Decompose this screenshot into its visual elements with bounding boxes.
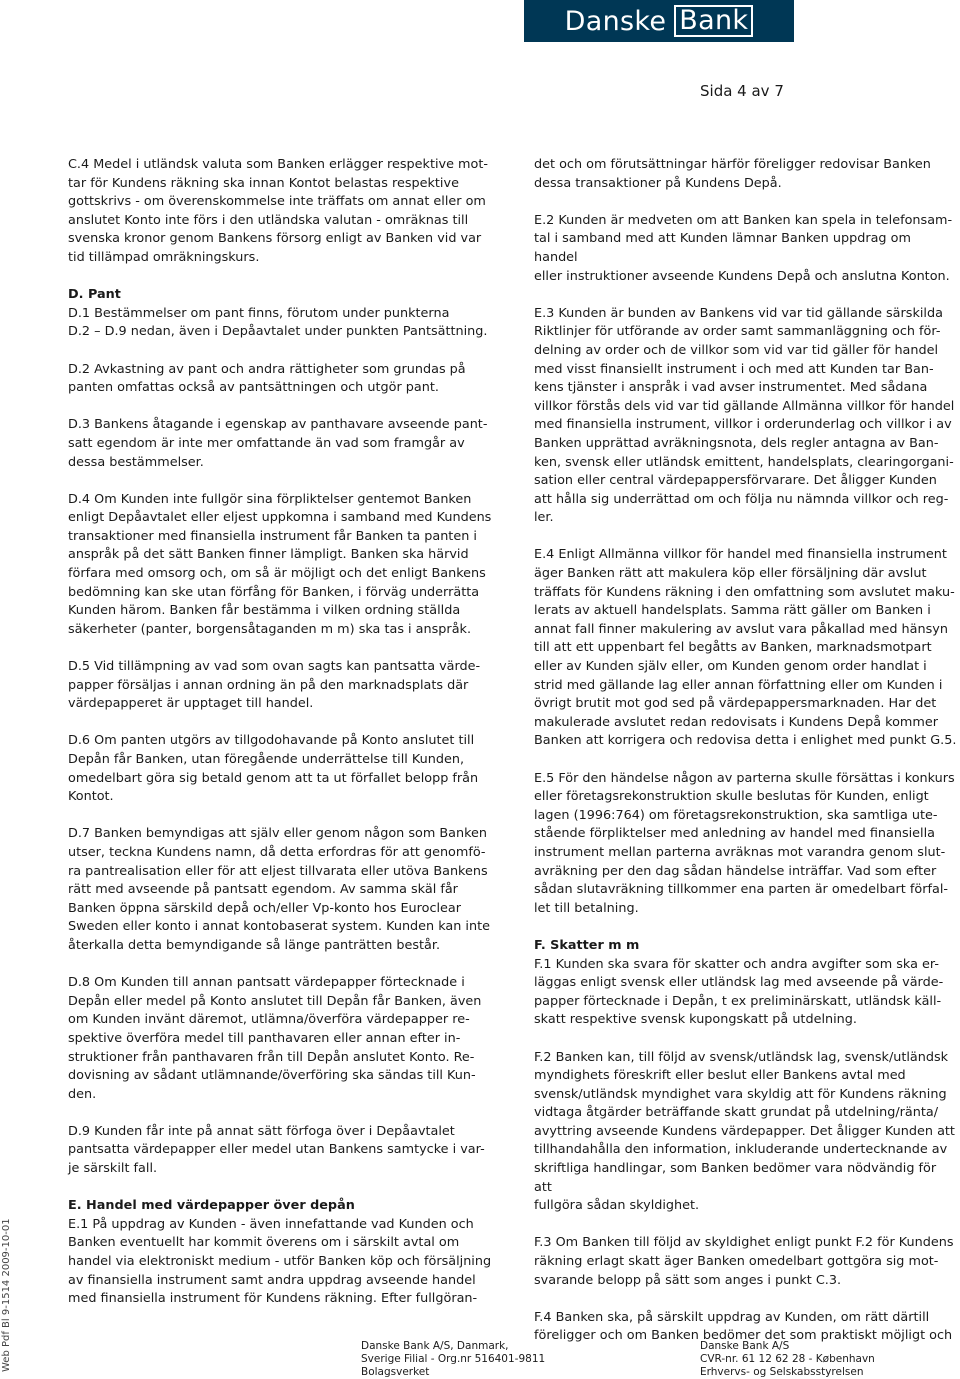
paragraph-f2: F.2 Banken kan, till följd av svensk/utländsk lag, svensk/utländsk myndighets föreskrift eller beslut eller Bankens avtal med svensk/utländsk myndighet vara skyldig att för Kundens räkning vidtaga åtgärder beträffande skatt grundat på utdelning/ränta/ avyttring avseende Kundens värdepapper. Det åligger Kunden att tillhandahålla den information, inkluderande undertecknande av skriftliga handlingar, som Banken bedömer vara nödvändig för att fullgöra sådan skyldighet. [534, 1049, 955, 1214]
paragraph-e5: E.5 För den händelse någon av parterna skulle försättas i konkurs eller företagsrekonstruktion skulle beslutas för Kunden, enligt lagen (1996:764) om företagsrekonstruktion, ska samtliga ute- stående förpliktelser med anledning av handel med finansiella instrument mellan parterna avräknas mot varandra genom slut- avräkning per den dag sådan händelse inträffar. Vad som efter sådan slutavräkning tillkommer ena parten är omedelbart förfal- let till betalning. [534, 770, 955, 916]
paragraph-e2: E.2 Kunden är medveten om att Banken kan spela in telefonsam- tal i samband med att Kunden lämnar Banken uppdrag om handel eller instruktioner avseende Kundens Depå och anslutna Konton. [534, 212, 953, 284]
danske-bank-logo [524, 0, 794, 42]
page-number: Sida 4 av 7 [700, 82, 784, 100]
paragraph-d9: D.9 Kunden får inte på annat sätt förfoga över i Depåavtalet pantsatta värdepapper eller medel utan Bankens samtycke i var- je särskilt fall. [68, 1123, 485, 1177]
paragraph-c4: C.4 Medel i utländsk valuta som Banken erlägger respektive mot- tar för Kundens räkning ska innan Kontot belastas respektive gottskrivs - om överenskommelse inte träffats om annat eller om anslutet Konto inte förs i den utländska valutan - omräknas till svenska kronor genom Bankens försorg enligt av Banken vid var tid tillämpad omräkningskurs. [68, 157, 488, 265]
right-column [534, 156, 958, 1346]
left-column [68, 156, 496, 1309]
paragraph-d5: D.5 Vid tillämpning av vad som ovan sagts kan pantsatta värde- papper försäljas i annan ordning än på den marknadsplats där värdepapperet är upptaget till handel. [68, 659, 481, 712]
paragraph-e3: E.3 Kunden är bunden av Bankens vid var tid gällande särskilda Riktlinjer för utförande av order samt sammanläggning och för- delning av order och de villkor som vid var tid gäller för handel med visst finansiellt instrument i och med att Kunden tar Ban- kens tjänster i anspråk i vad avser instrumentet. Med sådana villkor förstås dels vid var tid gällande Allmänna villkor för handel med finansiella instrument, villkor i orderunderlag och villkor i av Banken upprättad avräkningsnota, dels regler antagna av Ban- ken, svensk eller utländsk emittent, handelsplats, clearingorgani- sation eller central värdepappersförvarare. Det åligger Kunden att hålla sig underrättad om och följa nu nämnda villkor och reg- ler. [534, 305, 955, 526]
logo-word-danske: Danske [564, 5, 667, 37]
paragraph-f3: F.3 Om Banken till följd av skyldighet enligt punkt F.2 för Kundens räkning erlagt skatt äger Banken omedelbart gottgöra sig mot- svarande belopp på sätt som anges i punkt C.3. [534, 1235, 954, 1288]
paragraph-d8: D.8 Om Kunden till annan pantsatt värdepapper förtecknade i Depån eller medel på Konto anslutet till Depån får Banken, även om Kunden invänt däremot, utlämna/överföra värdepapper re- spektive överföra medel till panthavaren eller annan efter in- struktioner från panthavaren från till Depån anslutet Konto. Re- dovisning av sådant utlämnande/överföring ska sändas till Kun- den. [68, 975, 482, 1102]
heading-d-pant: D. Pant [68, 287, 121, 303]
paragraph-f1: F.1 Kunden ska svara för skatter och andra avgifter som ska er- läggas enligt svensk eller utländsk lag med avseende på värde- papper förtecknade i Depån, t ex preliminärskatt, utländsk käll- skatt respektive svensk kupongskatt på utdelning. [534, 956, 944, 1028]
heading-e-handel: E. Handel med värdepapper över depån [68, 1198, 355, 1214]
heading-f-skatter: F. Skatter m m [534, 937, 640, 953]
paragraph-f4: F.4 Banken ska, på särskilt uppdrag av Kunden, om rätt därtill föreligger och om Banken bedömer det som praktiskt möjligt och [534, 1309, 953, 1344]
footer-company-denmark: Danske Bank A/S CVR-nr. 61 12 62 28 - København Erhvervs- og Selskabsstyrelsen [700, 1340, 875, 1378]
logo-word-bank: Bank [674, 5, 753, 37]
paragraph-e1-continued: det och om förutsättningar härför föreligger redovisar Banken dessa transaktioner på Kundens Depå. [534, 157, 931, 191]
paragraph-d4: D.4 Om Kunden inte fullgör sina förpliktelser gentemot Banken enligt Depåavtalet eller eljest uppkomna i samband med Kundens transaktioner med finansiella instrument får Banken ta panten i anspråk på det sätt Banken finner lämpligt. Banken ska härvid förfara med omsorg och, om så är möjligt och det enligt Bankens bedömning kan ske utan förfång för Banken, i förväg underrätta Kunden härom. Banken får bestämma i vilken ordning ställda säkerheter (panter, borgensåtaganden m m) ska tas i anspråk. [68, 491, 492, 637]
paragraph-e4: E.4 Enligt Allmänna villkor för handel med finansiella instrument äger Banken rätt att makulera köp eller försäljning där avslut träffats för Kundens räkning i den omfattning som avslutet maku- lerats av aktuell handelsplats. Samma rätt gäller om Banken i annat fall finner makulering av avslut vara påkallad med hänsyn till att ett uppenbart fel begåtts av Banken, marknadsmotpart eller av Kunden själv eller, om Kunden genom order handlat i strid med gällande lag eller annan författning eller om Kunden i övrigt brutit mot god sed på värdepappersmarknaden. Har det makulerade avslutet redan redovisats i Kundens Depå kommer Banken att korrigera och redovisa detta i enlighet med punkt G.5. [534, 547, 957, 749]
paragraph-d7: D.7 Banken bemyndigas att själv eller genom någon som Banken utser, teckna Kundens namn, då detta erfordras för att genomfö- ra pantrealisation eller för att eljest tillvarata eller utöva Bankens rätt med avseende på pantsatt egendom. Av samma skäl får Banken öppna särskild depå och/eller Vp-konto hos Euroclear Sweden eller konto i annat kontobaserat system. Kunden kan inte återkalla detta bemyndigande så länge panträtten består. [68, 826, 490, 953]
footer-company-sweden: Danske Bank A/S, Danmark, Sverige Filial - Org.nr 516401-9811 Bolagsverket [361, 1340, 546, 1378]
paragraph-d2: D.2 Avkastning av pant och andra rättigheter som grundas på panten omfattas också av pantsättningen och utgör pant. [68, 361, 466, 396]
document-code-vertical: Web Pdf Bl 9-1514 2009-10-01 [1, 1218, 12, 1372]
paragraph-d6: D.6 Om panten utgörs av tillgodohavande på Konto anslutet till Depån får Banken, utan föregående underrättelse till Kunden, omedelbart göra sig betald genom att ta ut förfallet belopp från Kontot. [68, 733, 479, 805]
paragraph-e1: E.1 På uppdrag av Kunden - även innefattande vad Kunden och Banken eventuellt har kommit överens om i särskilt avtal om handel via elektroniskt medium - utför Banken köp och försäljning av finansiella instrument samt andra uppdrag avseende handel med finansiella instrument för Kundens räkning. Efter fullgöran- [68, 1216, 492, 1307]
paragraph-d3: D.3 Bankens åtagande i egenskap av panthavare avseende pant- satt egendom är inte mer omfattande än vad som framgår av dessa bestämmelser. [68, 417, 488, 470]
paragraph-d1: D.1 Bestämmelser om pant finns, förutom under punkterna D.2 – D.9 nedan, även i Depåavtalet under punkten Pantsättning. [68, 305, 488, 340]
